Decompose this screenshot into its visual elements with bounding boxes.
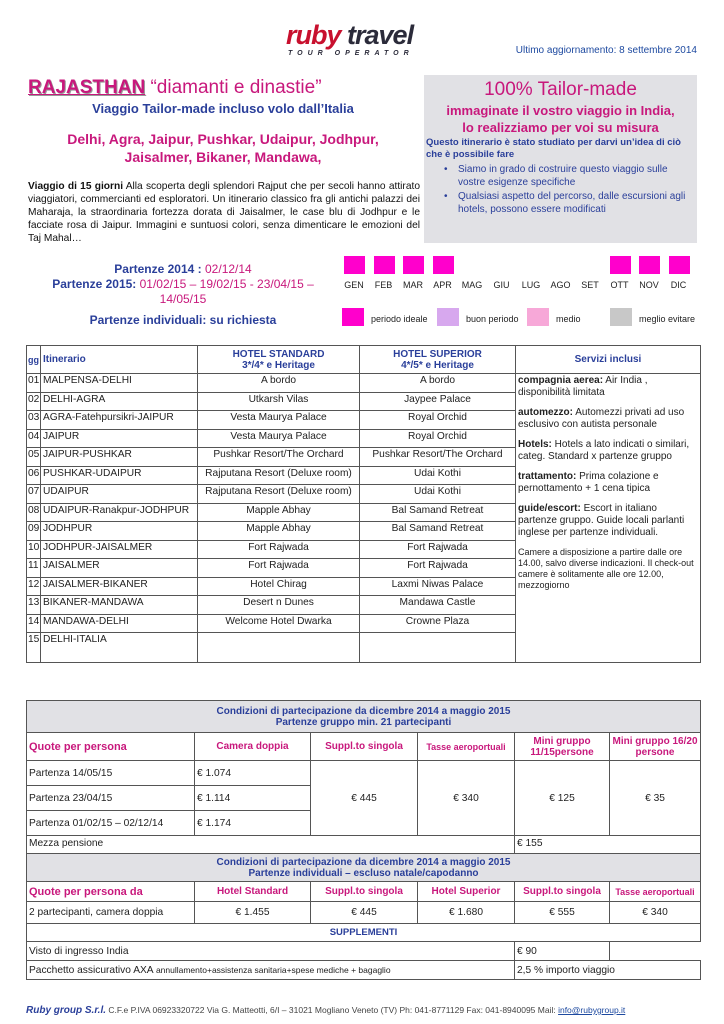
itinerary-day: 01 bbox=[27, 374, 41, 393]
tailor-made-box bbox=[424, 75, 697, 243]
itinerary-hotel-superior: Udai Kothi bbox=[360, 466, 516, 485]
month-indicator bbox=[521, 256, 542, 274]
month-label: GEN bbox=[344, 280, 364, 290]
service-transport bbox=[518, 407, 698, 431]
itinerary-day: 03 bbox=[27, 411, 41, 430]
service-guides bbox=[518, 503, 698, 539]
group-header-double: Camera doppia bbox=[195, 733, 311, 761]
insurance-price: 2,5 % importo viaggio bbox=[515, 961, 701, 980]
month-label: GIU bbox=[493, 280, 510, 290]
ind-row-label: 2 partecipanti, camera doppia bbox=[27, 902, 195, 924]
individual-title-line-2: Partenze individuali – escluso natale/capodanno bbox=[248, 867, 479, 879]
supplements-title: SUPPLEMENTI bbox=[27, 924, 701, 942]
last-updated: Ultimo aggiornamento: 8 settembre 2014 bbox=[515, 45, 697, 56]
destination-title: RAJASTHAN bbox=[28, 77, 146, 98]
group-row-label: Partenza 14/05/15 bbox=[27, 761, 195, 786]
legend-label: periodo ideale bbox=[371, 314, 428, 324]
individual-title-row bbox=[27, 854, 701, 882]
itinerary-header-row bbox=[27, 346, 701, 374]
month-label: SET bbox=[581, 280, 599, 290]
month-label: APR bbox=[433, 280, 452, 290]
month-label: OTT bbox=[610, 280, 629, 290]
itinerary-hotel-standard: Utkarsh Vilas bbox=[198, 392, 360, 411]
itinerary-hotel-superior: Jaypee Palace bbox=[360, 392, 516, 411]
group-header-mini2: Mini gruppo 16/20 persone bbox=[610, 733, 701, 761]
page-title bbox=[28, 77, 322, 99]
service-transport-label: automezzo: bbox=[518, 407, 573, 418]
itinerary-route: JAISALMER-BIKANER bbox=[41, 577, 198, 596]
itinerary-route: DELHI-AGRA bbox=[41, 392, 198, 411]
month-indicator bbox=[462, 256, 483, 274]
itinerary-hotel-standard: Mapple Abhay bbox=[198, 522, 360, 541]
group-title-line-1: Condizioni di partecipazione da dicembre 2014 a maggio 2015 bbox=[216, 705, 511, 717]
tailor-claim-line-2: lo realizziamo per voi su misura bbox=[462, 120, 659, 135]
ind-row-single-sup: € 555 bbox=[515, 902, 610, 924]
ind-header-quote: Quote per persona da bbox=[27, 882, 195, 902]
itinerary-table bbox=[26, 345, 701, 663]
title-tagline: “diamanti e dinastie” bbox=[150, 77, 322, 98]
visa-row bbox=[27, 942, 701, 961]
header-services: Servizi inclusi bbox=[516, 346, 701, 374]
tailor-bullet: • Qualsiasi aspetto del percorso, dalle escursioni agli hotels, possono essere modificati bbox=[444, 190, 694, 216]
departures-2014-dates: 02/12/14 bbox=[201, 262, 252, 276]
insurance-name: Pacchetto assicurativo AXA bbox=[29, 964, 154, 976]
itinerary-body bbox=[27, 374, 701, 663]
itinerary-route: JODHPUR bbox=[41, 522, 198, 541]
group-row-double: € 1.074 bbox=[195, 761, 311, 786]
group-header-row bbox=[27, 733, 701, 761]
itinerary-row bbox=[27, 374, 701, 393]
departures-2015 bbox=[28, 277, 338, 307]
departures-2015-label: Partenze 2015: bbox=[52, 277, 137, 291]
footer-email-link[interactable]: info@rubygroup.it bbox=[558, 1005, 626, 1015]
itinerary-day: 07 bbox=[27, 485, 41, 504]
group-title-line-2: Partenze gruppo min. 21 partecipanti bbox=[275, 716, 452, 728]
itinerary-route: MANDAWA-DELHI bbox=[41, 614, 198, 633]
itinerary-route: JODHPUR-JAISALMER bbox=[41, 540, 198, 559]
group-price-row bbox=[27, 761, 701, 786]
itinerary-day: 11 bbox=[27, 559, 41, 578]
intro-description: Alla scoperta degli splendori Rajput che per secoli hanno attirato viaggiatori, commercianti ed esploratori. Un itinerario classico fra gli antichi palazzi dei Maharaja, la straordinaria fortezza dorata di Jaisalmer, le case blu di Jodhpur e le facciate rosa di Jaipur. Immagini e suntuosi colori, senza dimenticare le emozioni del Taj Mahal… bbox=[28, 181, 420, 244]
itinerary-hotel-superior: Laxmi Niwas Palace bbox=[360, 577, 516, 596]
month-label: DIC bbox=[670, 280, 687, 290]
legend-label: medio bbox=[556, 314, 581, 324]
itinerary-day: 12 bbox=[27, 577, 41, 596]
group-mini1-price: € 125 bbox=[515, 761, 610, 836]
tailor-bullets bbox=[444, 163, 694, 217]
itinerary-hotel-superior: Fort Rajwada bbox=[360, 559, 516, 578]
header-standard-title: HOTEL STANDARD bbox=[232, 348, 325, 360]
itinerary-route: PUSHKAR-UDAIPUR bbox=[41, 466, 198, 485]
itinerary-day: 08 bbox=[27, 503, 41, 522]
individual-conditions-title bbox=[27, 854, 701, 882]
itinerary-day: 09 bbox=[27, 522, 41, 541]
itinerary-day: 13 bbox=[27, 596, 41, 615]
itinerary-hotel-standard: Welcome Hotel Dwarka bbox=[198, 614, 360, 633]
legend-label: meglio evitare bbox=[639, 314, 696, 324]
itinerary-hotel-superior: Pushkar Resort/The Orchard bbox=[360, 448, 516, 467]
visa-price: € 90 bbox=[515, 942, 610, 961]
itinerary-hotel-standard: Fort Rajwada bbox=[198, 559, 360, 578]
intro-duration: Viaggio di 15 giorni bbox=[28, 181, 124, 192]
tailor-title: 100% Tailor-made bbox=[484, 79, 637, 100]
itinerary-hotel-standard: Pushkar Resort/The Orchard bbox=[198, 448, 360, 467]
included-services bbox=[516, 374, 701, 663]
itinerary-route: BIKANER-MANDAWA bbox=[41, 596, 198, 615]
service-meals-text: Prima colazione e pernottamento + 1 cena tipica bbox=[518, 471, 659, 494]
itinerary-hotel-standard: Rajputana Resort (Deluxe room) bbox=[198, 466, 360, 485]
itinerary-day: 05 bbox=[27, 448, 41, 467]
logo-text: ruby travel bbox=[286, 20, 414, 50]
group-header-single: Suppl.to singola bbox=[311, 733, 418, 761]
tailor-claim-line-1: immaginate il vostro viaggio in India, bbox=[446, 103, 675, 118]
group-conditions-title bbox=[27, 701, 701, 733]
group-row-double: € 1.174 bbox=[195, 811, 311, 836]
company-logo bbox=[286, 20, 436, 58]
itinerary-day: 15 bbox=[27, 633, 41, 663]
itinerary-route: DELHI-ITALIA bbox=[41, 633, 198, 663]
ind-row-single: € 445 bbox=[311, 902, 418, 924]
itinerary-hotel-superior bbox=[360, 633, 516, 663]
month-indicator bbox=[580, 256, 601, 274]
season-calendar bbox=[342, 256, 702, 336]
group-header-tax: Tasse aeroportuali bbox=[418, 733, 515, 761]
itinerary-route: JAIPUR bbox=[41, 429, 198, 448]
group-row-double: € 1.114 bbox=[195, 786, 311, 811]
intro-text bbox=[28, 180, 420, 245]
month-indicator bbox=[551, 256, 572, 274]
month-indicator bbox=[374, 256, 395, 274]
month-indicator bbox=[639, 256, 660, 274]
itinerary-route: AGRA-Fatehpursikri-JAIPUR bbox=[41, 411, 198, 430]
itinerary-hotel-superior: Crowne Plaza bbox=[360, 614, 516, 633]
month-indicator bbox=[610, 256, 631, 274]
logo-subtitle: TOUR OPERATOR bbox=[288, 50, 414, 57]
itinerary-hotel-standard: A bordo bbox=[198, 374, 360, 393]
individual-price-row bbox=[27, 902, 701, 924]
group-title-row bbox=[27, 701, 701, 733]
half-board-row bbox=[27, 836, 701, 854]
ind-row-tax: € 340 bbox=[610, 902, 701, 924]
month-indicator bbox=[403, 256, 424, 274]
month-label: MAR bbox=[403, 280, 423, 290]
itinerary-route: MALPENSA-DELHI bbox=[41, 374, 198, 393]
itinerary-route: UDAIPUR-Ranakpur-JODHPUR bbox=[41, 503, 198, 522]
header-standard-cat: 3*/4* e Heritage bbox=[242, 359, 315, 371]
ind-header-standard: Hotel Standard bbox=[195, 882, 311, 902]
itinerary-hotel-superior: Mandawa Castle bbox=[360, 596, 516, 615]
departures-2014-label: Partenze 2014 : bbox=[114, 262, 202, 276]
month-indicator bbox=[669, 256, 690, 274]
itinerary-hotel-standard: Vesta Maurya Palace bbox=[198, 411, 360, 430]
ind-row-standard: € 1.455 bbox=[195, 902, 311, 924]
departures bbox=[28, 262, 338, 328]
ind-header-superior: Hotel Superior bbox=[418, 882, 515, 902]
itinerary-day: 02 bbox=[27, 392, 41, 411]
itinerary-hotel-standard bbox=[198, 633, 360, 663]
individual-header-row bbox=[27, 882, 701, 902]
service-hotels bbox=[518, 439, 698, 463]
itinerary-day: 14 bbox=[27, 614, 41, 633]
tailor-note: Questo itinerario è stato studiato per darvi un’idea di ciò che è possibile fare bbox=[426, 137, 681, 160]
itinerary-hotel-standard: Desert n Dunes bbox=[198, 596, 360, 615]
half-board-price: € 155 bbox=[515, 836, 701, 854]
itinerary-hotel-standard: Rajputana Resort (Deluxe room) bbox=[198, 485, 360, 504]
header-itinerary: Itinerario bbox=[41, 346, 198, 374]
cities-line-1: Delhi, Agra, Jaipur, Pushkar, Udaipur, Jodhpur, bbox=[67, 131, 379, 147]
itinerary-hotel-superior: A bordo bbox=[360, 374, 516, 393]
itinerary-route: JAISALMER bbox=[41, 559, 198, 578]
itinerary-hotel-standard: Fort Rajwada bbox=[198, 540, 360, 559]
departures-2014 bbox=[28, 262, 338, 277]
itinerary-hotel-superior: Royal Orchid bbox=[360, 411, 516, 430]
group-single-supplement: € 445 bbox=[311, 761, 418, 836]
group-header-mini1: Mini gruppo 11/15persone bbox=[515, 733, 610, 761]
ind-header-single: Suppl.to singola bbox=[311, 882, 418, 902]
itinerary-day: 10 bbox=[27, 540, 41, 559]
itinerary-route: JAIPUR-PUSHKAR bbox=[41, 448, 198, 467]
insurance-label bbox=[27, 961, 515, 980]
month-label: LUG bbox=[521, 280, 541, 290]
itinerary-day: 06 bbox=[27, 466, 41, 485]
footer-company: Ruby group S.r.l. bbox=[26, 1005, 107, 1016]
service-hotels-text: Hotels a lato indicati o similari, categ. Standard x partenze gruppo bbox=[518, 439, 690, 462]
month-label: MAG bbox=[461, 280, 483, 290]
footer bbox=[26, 1005, 706, 1016]
service-transport-text: Automezzi privati ad uso esclusivo con autista personale bbox=[518, 407, 685, 430]
itinerary-hotel-superior: Bal Samand Retreat bbox=[360, 503, 516, 522]
legend-swatch bbox=[342, 308, 364, 326]
service-meals bbox=[518, 471, 698, 495]
month-indicator bbox=[492, 256, 513, 274]
group-row-label: Partenza 23/04/15 bbox=[27, 786, 195, 811]
service-hotels-label: Hotels: bbox=[518, 439, 552, 450]
itinerary-hotel-superior: Bal Samand Retreat bbox=[360, 522, 516, 541]
insurance-row bbox=[27, 961, 701, 980]
itinerary-hotel-superior: Royal Orchid bbox=[360, 429, 516, 448]
group-header-quote: Quote per persona bbox=[27, 733, 195, 761]
ind-row-superior: € 1.680 bbox=[418, 902, 515, 924]
legend-label: buon periodo bbox=[466, 314, 519, 324]
itinerary-hotel-superior: Udai Kothi bbox=[360, 485, 516, 504]
individual-title-line-1: Condizioni di partecipazione da dicembre 2014 a maggio 2015 bbox=[216, 856, 511, 868]
header-superior-cat: 4*/5* e Heritage bbox=[401, 359, 474, 371]
month-label: NOV bbox=[639, 280, 659, 290]
itinerary-day: 04 bbox=[27, 429, 41, 448]
legend-swatch bbox=[610, 308, 632, 326]
footer-details: C.F.e P.IVA 06923320722 Via G. Matteotti, 6/I – 31021 Mogliano Veneto (TV) Ph: 041-8771129 Fax: 041-8940095 Mail: bbox=[106, 1005, 559, 1015]
departures-individual: Partenze individuali: su richiesta bbox=[89, 313, 277, 327]
departures-2015-dates: 01/02/15 – 19/02/15 - 23/04/15 – 14/05/15 bbox=[136, 277, 314, 306]
group-mini2-price: € 35 bbox=[610, 761, 701, 836]
page-subtitle: Viaggio Tailor-made incluso volo dall’Italia bbox=[92, 101, 354, 116]
visa-label: Visto di ingresso India bbox=[27, 942, 515, 961]
service-meals-label: trattamento: bbox=[518, 471, 577, 482]
itinerary-route: UDAIPUR bbox=[41, 485, 198, 504]
insurance-coverage: annullamento+assistenza sanitaria+spese mediche + bagaglio bbox=[153, 964, 391, 975]
cities-list bbox=[28, 130, 418, 166]
itinerary-hotel-standard: Mapple Abhay bbox=[198, 503, 360, 522]
service-guides-text: Escort in italiano partenze gruppo. Guide locali parlanti inglese per partenze individuali. bbox=[518, 503, 685, 538]
ind-header-tax: Tasse aeroportuali bbox=[610, 882, 701, 902]
header-standard bbox=[198, 346, 360, 374]
month-indicator bbox=[344, 256, 365, 274]
legend-swatch bbox=[527, 308, 549, 326]
header-superior bbox=[360, 346, 516, 374]
cities-line-2: Jaisalmer, Bikaner, Mandawa, bbox=[124, 149, 322, 165]
tailor-bullet: • Siamo in grado di costruire questo viaggio sulle vostre esigenze specifiche bbox=[444, 163, 694, 189]
tailor-claim bbox=[424, 102, 697, 136]
month-label: FEB bbox=[374, 280, 393, 290]
itinerary-hotel-standard: Vesta Maurya Palace bbox=[198, 429, 360, 448]
service-air bbox=[518, 375, 698, 399]
ind-header-single-sup: Suppl.to singola bbox=[515, 882, 610, 902]
group-airport-tax: € 340 bbox=[418, 761, 515, 836]
half-board-label: Mezza pensione bbox=[27, 836, 515, 854]
service-air-label: compagnia aerea: bbox=[518, 375, 604, 386]
service-guides-label: guide/escort: bbox=[518, 503, 581, 514]
group-row-label: Partenza 01/02/15 – 02/12/14 bbox=[27, 811, 195, 836]
itinerary-hotel-standard: Hotel Chirag bbox=[198, 577, 360, 596]
service-rooms: Camere a disposizione a partire dalle ore 14.00, salvo diverse indicazioni. Il check-out camere è solitamente alle ore 12.00, mezzogiorno bbox=[518, 547, 694, 590]
legend-swatch bbox=[437, 308, 459, 326]
header-gg: gg bbox=[27, 346, 41, 374]
service-air-text: Air India , disponibilità limitata bbox=[518, 375, 648, 398]
month-label: AGO bbox=[550, 280, 571, 290]
prices-table bbox=[26, 700, 701, 980]
header-superior-title: HOTEL SUPERIOR bbox=[393, 348, 482, 360]
month-indicator bbox=[433, 256, 454, 274]
itinerary-hotel-superior: Fort Rajwada bbox=[360, 540, 516, 559]
supplements-title-row bbox=[27, 924, 701, 942]
